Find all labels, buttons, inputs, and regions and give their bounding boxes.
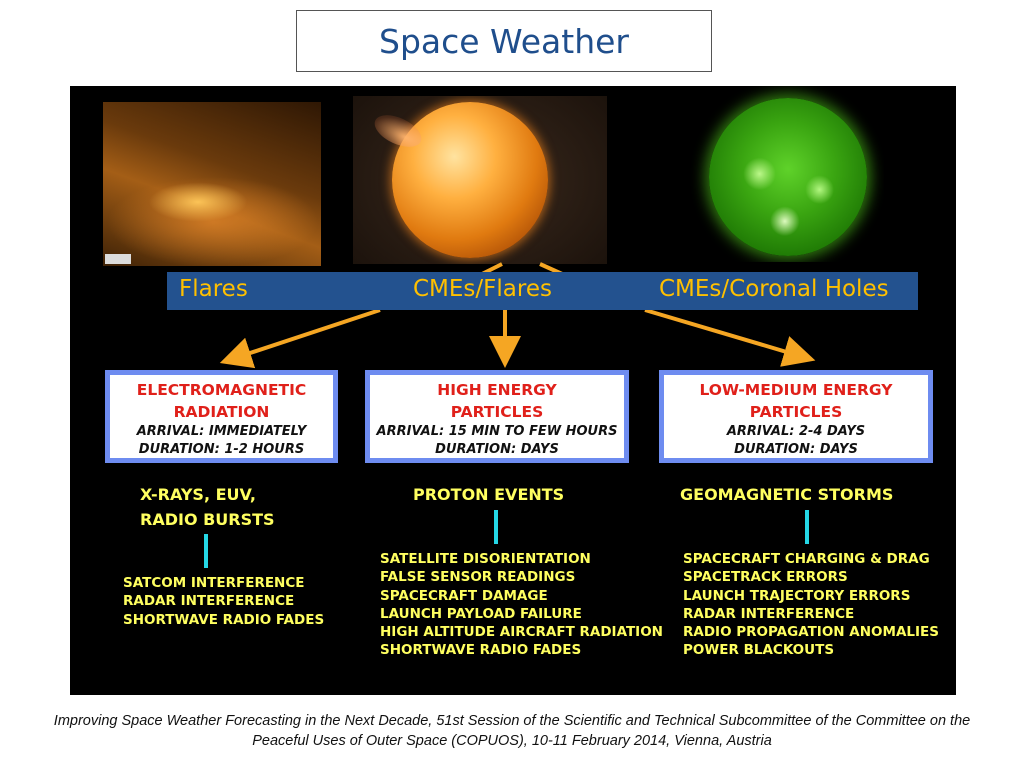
list-item: SATCOM INTERFERENCE [123,575,305,591]
connector-line [494,510,498,544]
list-item: RADIO PROPAGATION ANOMALIES [683,624,939,641]
list-item: SPACECRAFT CHARGING & DRAG [683,551,930,567]
list-item: FALSE SENSOR READINGS [380,569,576,586]
category-title: ELECTROMAGNETIC [136,381,307,399]
arrow-to-left-box [235,310,380,358]
effect-list [123,574,324,629]
list-item: LAUNCH TRAJECTORY ERRORS [683,587,911,604]
list-item: SHORTWAVE RADIO FADES [380,642,582,659]
category-duration: DURATION: DAYS [435,442,559,457]
connector-line [204,534,208,568]
category-arrival: ARRIVAL: IMMEDIATELY [136,424,307,439]
category-title: LOW-MEDIUM ENERGY [699,381,893,399]
category-arrival: ARRIVAL: 15 MIN TO FEW HOURS [376,424,618,439]
category-title: PARTICLES [749,403,843,421]
list-item: LAUNCH PAYLOAD FAILURE [380,605,582,622]
category-duration: DURATION: DAYS [734,442,858,457]
effect-heading-line: RADIO BURSTS [140,510,275,529]
list-item: SPACETRACK ERRORS [683,569,848,586]
diagram-panel [70,86,956,695]
effect-heading [413,482,564,507]
title-box [296,10,712,72]
list-item: SATELLITE DISORIENTATION [380,551,591,567]
effect-heading-line: X-RAYS, EUV, [140,485,256,504]
effect-list [380,550,663,660]
effect-heading [140,482,275,532]
effect-heading-line: GEOMAGNETIC STORMS [680,485,894,504]
category-box-electromagnetic [105,370,338,463]
category-box-high-energy [365,370,629,463]
source-caption: Improving Space Weather Forecasting in the Next Decade, 51st Session of the Scientific and Technical Subcommittee of the Committee on the Peaceful Uses of Outer Space (COPUOS), 10-11 February 2014, Vienna, Austria [53,713,971,749]
list-item: SHORTWAVE RADIO FADES [123,611,325,628]
effect-heading-line: PROTON EVENTS [413,485,565,504]
category-title: RADIATION [173,403,270,421]
effect-heading [680,482,893,507]
effect-list [683,550,939,660]
category-duration: DURATION: 1-2 HOURS [138,442,305,457]
list-item: RADAR INTERFERENCE [123,593,295,610]
source-banner [167,272,918,310]
category-title: HIGH ENERGY [437,381,557,399]
banner-label-cmes-flares: CMEs/Flares [413,276,552,302]
list-item: HIGH ALTITUDE AIRCRAFT RADIATION [380,624,663,641]
category-title: PARTICLES [450,403,544,421]
category-arrival: ARRIVAL: 2-4 DAYS [726,424,866,439]
list-item: POWER BLACKOUTS [683,642,835,659]
arrow-to-right-box [645,310,800,356]
connector-line [805,510,809,544]
list-item: SPACECRAFT DAMAGE [380,587,548,604]
slide-title: Space Weather [379,21,629,61]
category-box-low-medium-energy [659,370,933,463]
banner-label-flares: Flares [179,276,248,302]
banner-label-cmes-coronal-holes: CMEs/Coronal Holes [659,276,889,302]
list-item: RADAR INTERFERENCE [683,605,855,622]
